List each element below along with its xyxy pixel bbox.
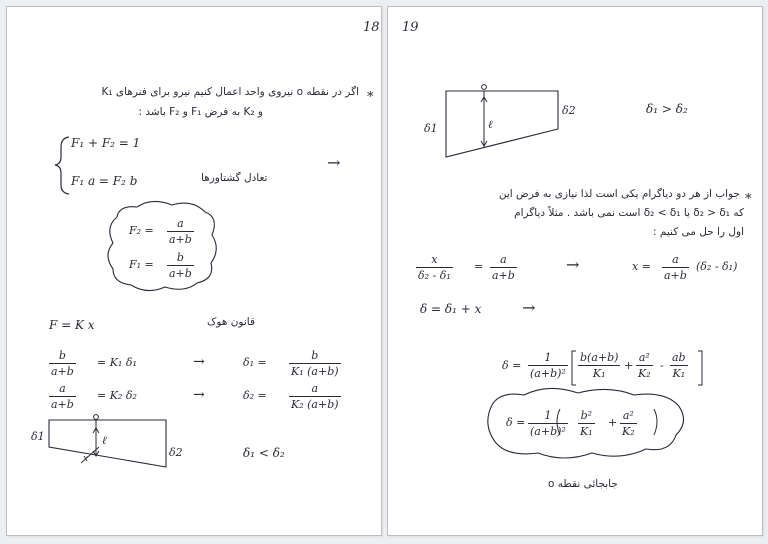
diagram-length-label: ℓ (488, 118, 493, 131)
ratio-result-lhs: x = (632, 260, 651, 273)
intro-line-1: اگر در نقطه o نیروی واحد اعمال کنیم نیرو برای فنرهای K₁ (101, 86, 359, 98)
row1-result-lhs: δ₁ = (243, 356, 267, 369)
left-page (6, 6, 382, 536)
cloud-prefactor: $\frac{1}{\text{(a+b)²}}$ (530, 409, 566, 438)
row1-result-fraction: $\frac{b}{\text{K₁ (a+b)}}$ (291, 349, 339, 378)
cloud-f2-fraction: $\frac{a}{a+b}$ (169, 217, 192, 246)
right-page (387, 6, 763, 536)
arrow: → (327, 153, 341, 172)
system-brace (55, 137, 69, 194)
big-minus: - (660, 359, 664, 372)
row2-fraction: $\frac{a}{a+b}$ (51, 382, 74, 411)
big-expression-lhs: δ = (502, 359, 522, 372)
diagram-length-label: ℓ (102, 434, 107, 447)
row2-result-fraction: $\frac{a}{\text{K₂ (a+b)}}$ (291, 382, 339, 411)
text-line-2: که δ₂ > δ₁ یا δ₂ < δ₁ است نمی باشد . مثلاً دیاگرام (514, 207, 744, 219)
beam-diagram-left (49, 420, 166, 467)
row2-middle: = K₂ δ₂ (97, 389, 137, 402)
left-page-drawings (7, 7, 381, 535)
big-term-2: $\frac{\text{a²}}{\text{K₂}}$ (638, 351, 651, 380)
text-line-1: جواب از هر دو دیاگرام یکی است لذا نیازی به فرض این (498, 188, 740, 200)
hooke-equation: F = K x (49, 318, 95, 332)
diagram-delta1-label: δ1 (424, 122, 438, 135)
diagram-delta2-label: δ2 (169, 446, 183, 459)
row1-arrow: → (193, 354, 205, 370)
text-line-3: اول را حل می کنیم : (653, 226, 744, 238)
big-term-3: $\frac{ab}{\text{K₁}}$ (672, 351, 686, 380)
cloud-f2-lhs: F₂ = (129, 224, 154, 237)
beam-diagram-right (446, 91, 558, 157)
system-eq-1: F₁ + F₂ = 1 (71, 136, 141, 150)
right-inequality: δ₁ > δ₂ (646, 102, 688, 116)
ratio-rhs-fraction: $\frac{a}{a+b}$ (492, 253, 515, 282)
bullet-star: * (367, 90, 374, 105)
cloud-f1-lhs: F₁ = (129, 258, 154, 271)
system-label: تعادل گشتاورها (201, 172, 268, 184)
cloud-lhs: δ = (506, 416, 526, 429)
page-number: 18 (363, 20, 380, 35)
result-cloud (108, 201, 216, 290)
hooke-label: قانون هوک (207, 316, 255, 328)
cloud-term-2: $\frac{\text{a²}}{\text{K₂}}$ (622, 409, 635, 438)
row2-arrow: → (193, 387, 205, 403)
delta-equation: δ = δ₁ + x (420, 302, 482, 316)
big-plus: + (624, 359, 634, 372)
row1-middle: = K₁ δ₁ (97, 356, 137, 369)
diagram-delta1-label: δ1 (31, 430, 45, 443)
bullet-star: * (745, 192, 752, 207)
delta-arrow: → (522, 298, 536, 317)
ratio-result-fraction: $\frac{a}{a+b}$ (664, 253, 687, 282)
page-number: 19 (402, 20, 419, 35)
ratio-arrow: → (566, 255, 580, 274)
left-inequality: δ₁ < δ₂ (243, 446, 285, 460)
row2-result-lhs: δ₂ = (243, 389, 267, 402)
footer-caption: جابجائی نقطه o (548, 478, 618, 490)
row1-fraction: $\frac{b}{a+b}$ (51, 349, 74, 378)
big-term-1: $\frac{b(a+b)}{\text{K₁}}$ (580, 351, 619, 380)
cloud-f1-fraction: $\frac{b}{a+b}$ (169, 251, 192, 280)
ratio-equals: = (474, 260, 484, 273)
diagram-x-label: x (83, 454, 89, 464)
cloud-plus: + (608, 416, 618, 429)
diagram-delta2-label: δ2 (562, 104, 576, 117)
ratio-result-tail: (δ₂ - δ₁) (696, 260, 738, 273)
big-prefactor: $\frac{1}{\text{(a+b)²}}$ (530, 351, 566, 380)
system-eq-2: F₁ a = F₂ b (71, 174, 138, 188)
cloud-term-1: $\frac{\text{b²}}{\text{K₁}}$ (580, 409, 593, 438)
ratio-fraction: $\frac{x}{\text{δ₂ - δ₁}}$ (418, 253, 451, 282)
intro-line-2: و K₂ به فرض F₁ و F₂ باشد : (138, 106, 263, 118)
